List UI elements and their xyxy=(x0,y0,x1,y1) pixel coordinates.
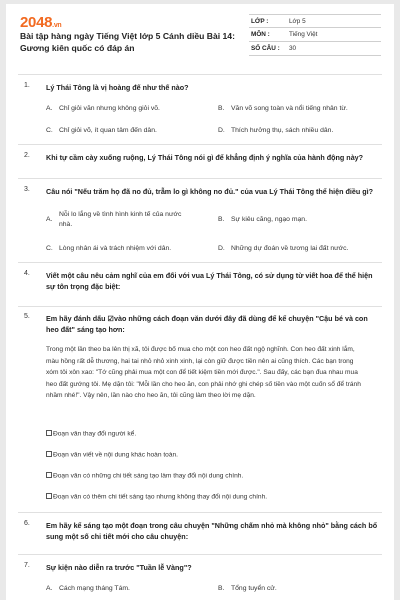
question-3 xyxy=(20,186,382,197)
question-text: Khi tự cầm cày xuống ruộng, Lý Thái Tông nói gì để khẳng định ý nghĩa của hành động này? xyxy=(46,153,364,162)
question-5 xyxy=(20,313,382,335)
option-letter: A. xyxy=(46,585,53,592)
question-6 xyxy=(20,520,382,542)
checkbox-icon[interactable] xyxy=(46,430,52,436)
question-text: Em hãy kể sáng tạo một đoạn trong câu chuyện "Những chấm nhỏ mà không nhỏ" bằng cách bổ sung một số chi tiết mới cho câu chuyện: xyxy=(46,521,378,541)
question-text: Sự kiện nào diễn ra trước "Tuần lễ Vàng"? xyxy=(46,563,192,572)
option-text: Những dự đoán về tương lai đất nước. xyxy=(231,245,349,252)
option-letter: B. xyxy=(218,105,225,112)
worksheet-page xyxy=(6,4,394,600)
checkbox-option-4[interactable] xyxy=(46,493,267,501)
checkbox-label: Đoạn văn có những chi tiết sáng tạo làm thay đổi nội dung chính. xyxy=(53,472,244,480)
option-text: Chỉ giỏi võ, ít quan tâm đến dân. xyxy=(59,127,157,134)
question-number: 3. xyxy=(24,186,30,193)
divider xyxy=(18,144,382,145)
checkbox-label: Đoạn văn thay đổi người kể. xyxy=(53,430,137,438)
option-letter: D. xyxy=(218,245,225,252)
question-number: 6. xyxy=(24,520,30,527)
info-row-subject xyxy=(249,28,381,42)
info-key: MÔN : xyxy=(251,31,270,38)
question-number: 5. xyxy=(24,313,30,320)
checkbox-label: Đoạn văn viết về nội dung khác hoàn toàn. xyxy=(53,451,179,459)
option-text: Cách mạng tháng Tám. xyxy=(59,585,130,592)
checkbox-option-1[interactable] xyxy=(46,430,136,438)
logo-text: 2048 xyxy=(20,14,53,31)
question-text: Em hãy đánh dấu ☑vào những cách đoạn văn dưới đây đã dùng để kể chuyện "Cậu bé và con heo đất" sáng tạo hơn: xyxy=(46,314,368,334)
question-number: 4. xyxy=(24,270,30,277)
divider xyxy=(18,262,382,263)
logo-tld: .vn xyxy=(52,22,62,29)
question-2 xyxy=(20,152,382,163)
option-letter: B. xyxy=(218,216,225,223)
worksheet-title: Bài tập hàng ngày Tiếng Việt lớp 5 Cánh diều Bài 14: Gương kiên quốc có đáp án xyxy=(20,31,235,53)
option-letter: A. xyxy=(46,216,53,223)
option-letter: B. xyxy=(218,585,225,592)
info-table xyxy=(249,14,381,56)
info-key: SỐ CÂU : xyxy=(251,45,280,52)
question-number: 2. xyxy=(24,152,30,159)
checkbox-option-2[interactable] xyxy=(46,451,178,459)
worksheet-header xyxy=(6,4,394,66)
checkbox-option-3[interactable] xyxy=(46,472,243,480)
story-passage: Trong một lần theo ba lên thị xã, tôi được bố mua cho một con heo đất ngộ nghĩnh. Con heo đất xinh lắm, màu hồng rất dễ thương, hai tai nhỏ nhỏ xinh xinh, lại còn giữ được tiền nên ai cũng thích. Các bạn trong xóm tôi xôn xao: "Tớ cũng phải mua một con để tiết kiệm tiền mới được.". Sau đấy, các bạn đua nhau mua heo đất gướng tôi. Mẹ dặn tôi: "Mỗi lần cho heo ăn, con phải nhớ ghi chép số tiền vào một cuốn sổ để tránh nhầm nhé!". Vậy nên, lần nào cho heo ăn, tôi cũng làm theo lời mẹ dặn. xyxy=(46,346,361,399)
option-letter: D. xyxy=(218,127,225,134)
divider xyxy=(18,178,382,179)
info-value: 30 xyxy=(289,45,297,52)
question-number: 1. xyxy=(24,82,30,89)
option-letter: C. xyxy=(46,245,53,252)
option-text: Nỗi lo lắng về tình hình kinh tế của nước nhà. xyxy=(59,211,182,228)
site-logo[interactable] xyxy=(20,14,61,31)
option-letter: C. xyxy=(46,127,53,134)
divider xyxy=(18,512,382,513)
divider xyxy=(18,74,382,75)
info-value: Lớp 5 xyxy=(289,17,306,25)
divider xyxy=(18,306,382,307)
option-letter: A. xyxy=(46,105,53,112)
option-text: Tổng tuyển cử. xyxy=(231,585,277,592)
question-number: 7. xyxy=(24,562,30,569)
question-7 xyxy=(20,562,382,573)
question-1 xyxy=(20,82,382,93)
option-text: Lòng nhân ái và trách nhiệm với dân. xyxy=(59,245,172,252)
option-text: Văn võ song toàn và nổi tiếng nhân từ. xyxy=(231,105,348,112)
info-value: Tiếng Việt xyxy=(289,31,318,38)
checkbox-icon[interactable] xyxy=(46,472,52,478)
question-text: Viết một câu nêu cảm nghĩ của em đối với vua Lý Thái Tông, có sử dụng từ viết hoa để thể hiện sự tôn trọng đặc biệt: xyxy=(46,271,373,291)
option-text: Chỉ giỏi văn nhưng không giỏi võ. xyxy=(59,105,160,112)
question-text: Lý Thái Tông là vị hoàng đế như thế nào? xyxy=(46,83,189,92)
checkbox-icon[interactable] xyxy=(46,451,52,457)
option-text: Sự kiêu căng, ngạo mạn. xyxy=(231,216,307,223)
info-row-count xyxy=(249,42,381,56)
info-key: LỚP : xyxy=(251,17,269,25)
info-row-class xyxy=(249,14,381,28)
question-4 xyxy=(20,270,382,292)
checkbox-icon[interactable] xyxy=(46,493,52,499)
checkbox-label: Đoạn văn có thêm chi tiết sáng tạo nhưng không thay đổi nội dung chính. xyxy=(53,493,268,501)
divider xyxy=(18,554,382,555)
question-text: Câu nói "Nếu trăm họ đã no đủ, trẫm lo gì không no đủ." của vua Lý Thái Tông thể hiện điều gì? xyxy=(46,187,374,196)
option-text: Thích hưởng thụ, sách nhiều dân. xyxy=(231,127,334,134)
